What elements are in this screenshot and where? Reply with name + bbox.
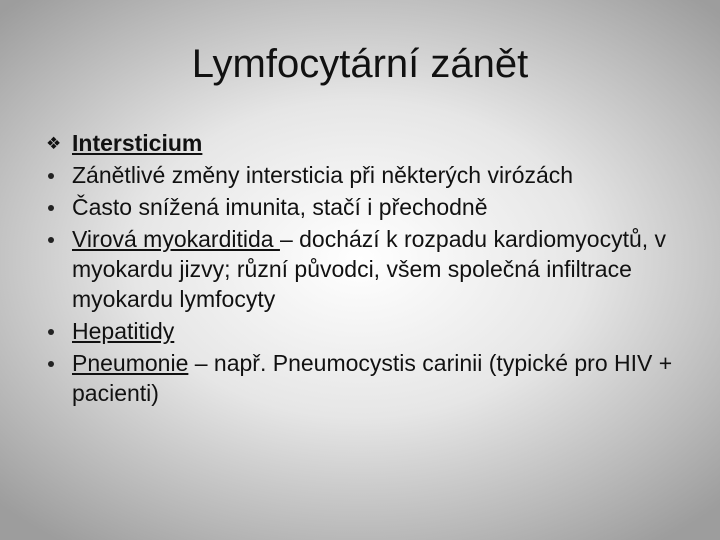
bullet-dot-icon	[46, 192, 70, 222]
bullet-text-3: – dochází k rozpadu kardiomyocytů, v myokardu jizvy; různí původci, všem společná infiltrace myokardu lymfocyty	[72, 226, 667, 312]
bullet-link-5[interactable]: Pneumonie	[72, 350, 189, 376]
bullet-dot-icon	[46, 160, 70, 190]
bullet-link-3[interactable]: Virová myokarditida	[72, 226, 280, 252]
bullet-dot-icon	[46, 316, 70, 346]
bullet-item-4	[44, 316, 684, 346]
bullet-item-3	[44, 224, 684, 314]
bullet-text-1: Zánětlivé změny intersticia při některých virózách	[72, 162, 574, 188]
slide-content	[44, 128, 684, 410]
bullet-text-5: – např. Pneumocystis carinii (typické pro HIV + pacienti)	[72, 350, 673, 406]
bullet-link-4[interactable]: Hepatitidy	[72, 318, 175, 344]
bullet-item-5	[44, 348, 684, 408]
heading-text: Intersticium	[72, 130, 203, 156]
bullet-item-2	[44, 192, 684, 222]
diamond-bullet-icon: ❖	[46, 134, 62, 153]
slide-title: Lymfocytární zánět	[191, 42, 529, 86]
bullet-text-2: Často snížená imunita, stačí i přechodně	[72, 194, 488, 220]
heading-row	[44, 128, 684, 158]
bullet-dot-icon	[46, 224, 70, 254]
bullet-dot-icon	[46, 348, 70, 378]
bullet-item-1	[44, 160, 684, 190]
